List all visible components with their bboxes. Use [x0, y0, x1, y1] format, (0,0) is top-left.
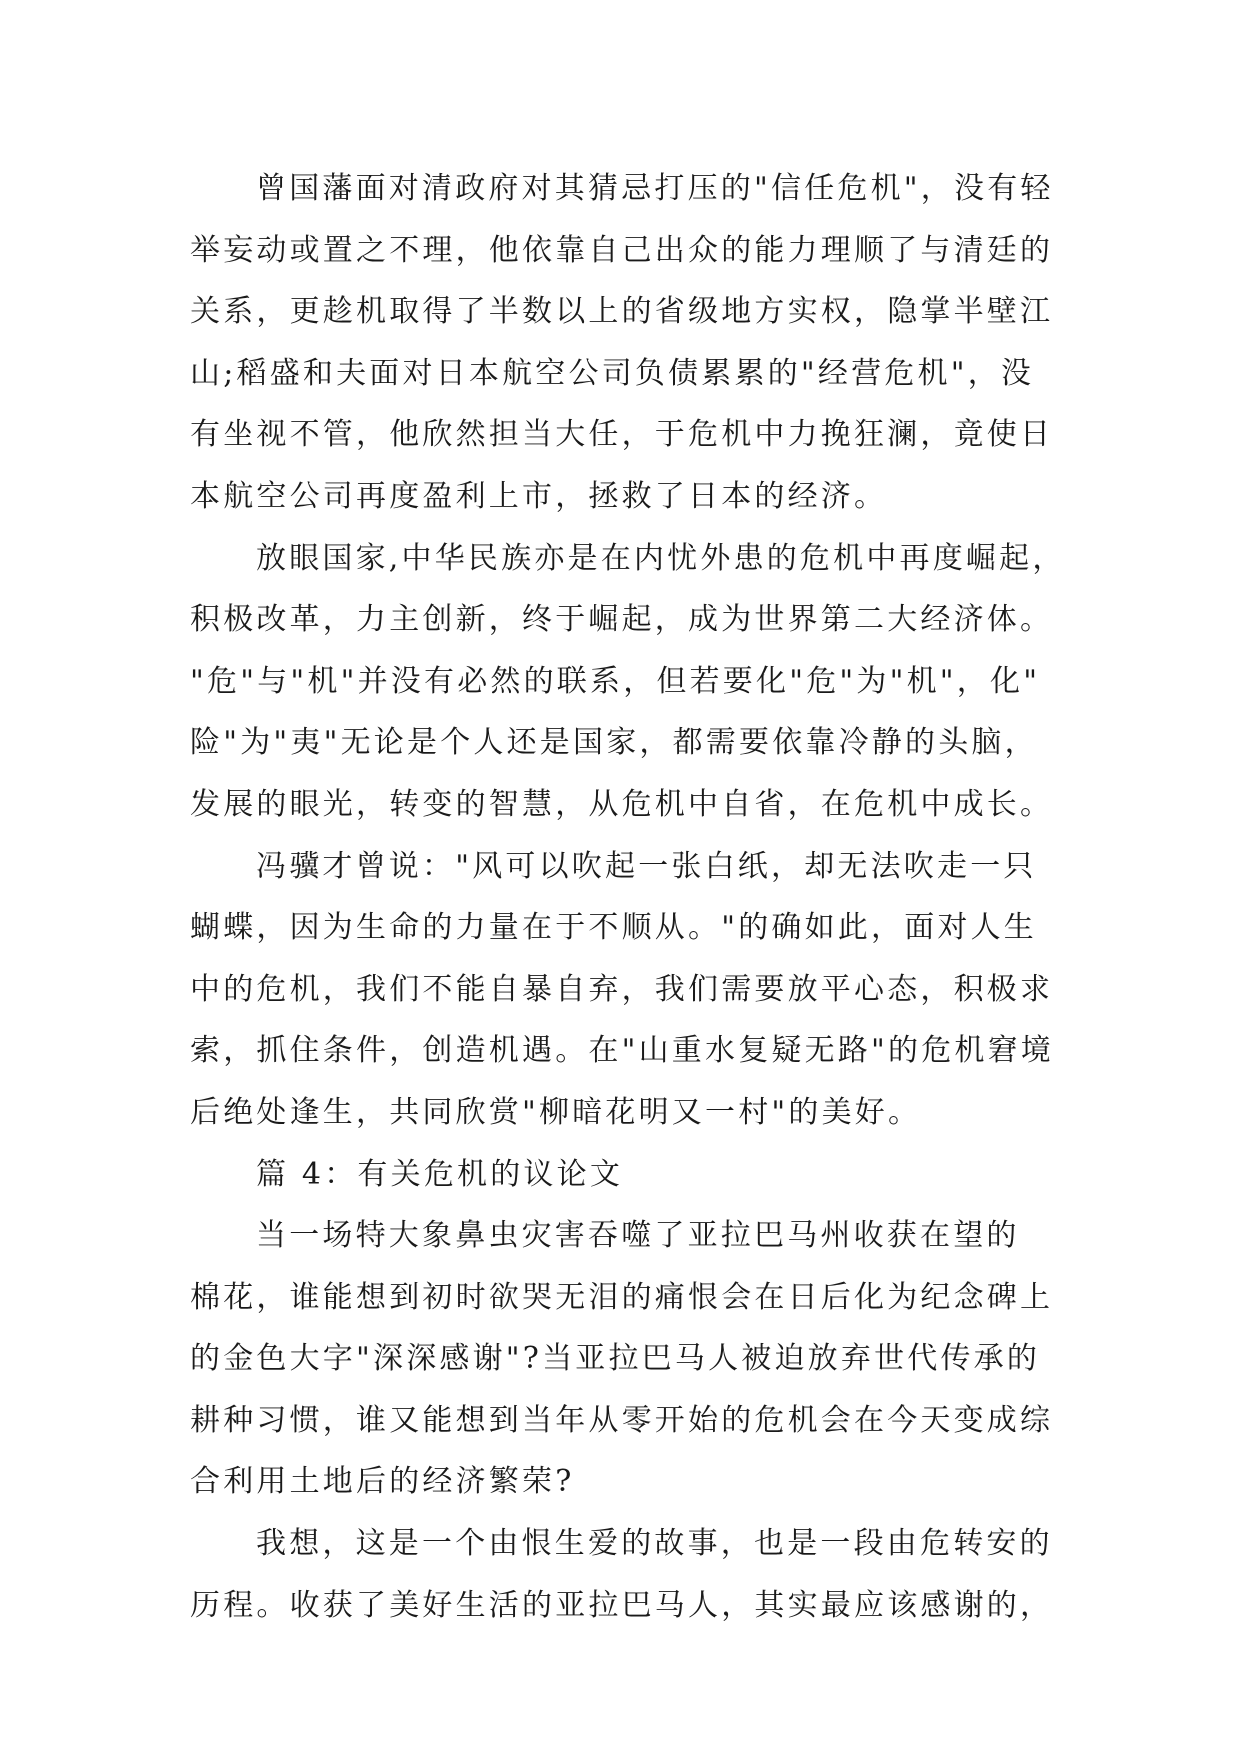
text-line: 耕种习惯，谁又能想到当年从零开始的危机会在今天变成综 [190, 1402, 1054, 1438]
text-line: 后绝处逢生，共同欣赏"柳暗花明又一村"的美好。 [190, 1094, 922, 1130]
text-line: 放眼国家,中华民族亦是在内忧外患的危机中再度崛起， [256, 540, 1066, 576]
text-line: 蝴蝶，因为生命的力量在于不顺从。"的确如此，面对人生 [190, 910, 1037, 946]
text-line: 险"为"夷"无论是个人还是国家，都需要依靠冷静的头脑， [190, 725, 1038, 761]
text-line: 关系，更趁机取得了半数以上的省级地方实权，隐掌半壁江 [190, 294, 1054, 330]
text-line: 索，抓住条件，创造机遇。在"山重水复疑无路"的危机窘境 [190, 1033, 1054, 1069]
text-line: 有坐视不管，他欣然担当大任，于危机中力挽狂澜，竟使日 [190, 417, 1054, 453]
text-line: 历程。收获了美好生活的亚拉巴马人，其实最应该感谢的， [190, 1587, 1054, 1623]
text-line: "危"与"机"并没有必然的联系，但若要化"危"为"机"，化" [190, 663, 1041, 699]
text-line: 的金色大字"深深感谢"?当亚拉巴马人被迫放弃世代传承的 [190, 1341, 1041, 1377]
text-line: 本航空公司再度盈利上市，拯救了日本的经济。 [190, 478, 888, 514]
paragraph-3 [190, 836, 1070, 1144]
paragraph-1 [190, 158, 1070, 528]
text-line: 我想，这是一个由恨生爱的故事，也是一段由危转安的 [256, 1526, 1053, 1562]
document-body [190, 158, 1070, 1636]
paragraph-5 [190, 1513, 1070, 1636]
text-line: 当一场特大象鼻虫灾害吞噬了亚拉巴马州收获在望的 [256, 1218, 1020, 1254]
text-line: 山;稻盛和夫面对日本航空公司负债累累的"经营危机"，没 [190, 355, 1035, 391]
paragraph-2 [190, 528, 1070, 836]
text-line: 合利用土地后的经济繁荣? [190, 1464, 575, 1500]
text-line: 举妄动或置之不理，他依靠自己出众的能力理顺了与清廷的 [190, 232, 1054, 268]
text-line: 冯骥才曾说："风可以吹起一张白纸，却无法吹走一只 [256, 848, 1037, 884]
text-line: 积极改革，力主创新，终于崛起，成为世界第二大经济体。 [190, 602, 1054, 638]
section-heading: 篇 4：有关危机的议论文 [256, 1156, 624, 1192]
text-line: 发展的眼光，转变的智慧，从危机中自省，在危机中成长。 [190, 786, 1054, 822]
text-line: 中的危机，我们不能自暴自弃，我们需要放平心态，积极求 [190, 971, 1054, 1007]
text-line: 曾国藩面对清政府对其猜忌打压的"信任危机"，没有轻 [256, 171, 1054, 206]
text-line: 棉花，谁能想到初时欲哭无泪的痛恨会在日后化为纪念碑上 [190, 1279, 1054, 1315]
paragraph-4 [190, 1205, 1070, 1513]
